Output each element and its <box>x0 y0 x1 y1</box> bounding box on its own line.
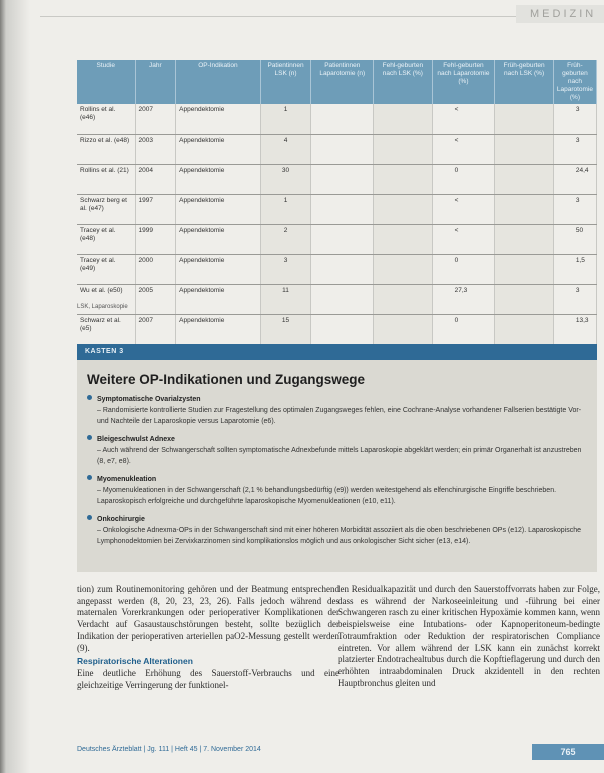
subheading: Respiratorische Alterationen <box>77 656 193 667</box>
table-cell: 50 <box>553 224 596 254</box>
table-header-cell: Patientinnen LSK (n) <box>260 60 311 104</box>
table-row <box>77 314 597 344</box>
box-label: KASTEN 3 <box>77 344 597 360</box>
table-row <box>77 254 597 284</box>
table-row <box>77 284 597 314</box>
table-cell <box>311 194 374 224</box>
table-cell <box>495 284 554 314</box>
box-title: Weitere OP-Indikationen und Zugangswege <box>87 372 366 387</box>
table-cell: 13,3 <box>553 314 596 344</box>
table-cell <box>311 254 374 284</box>
table-cell: Appendektomie <box>176 224 260 254</box>
table-cell: < <box>432 194 495 224</box>
box-item <box>87 394 589 427</box>
table-cell: 1997 <box>135 194 176 224</box>
table-cell: Rollins et al. (e46) <box>77 104 135 134</box>
table-cell: 24,4 <box>553 164 596 194</box>
table-cell: < <box>432 134 495 164</box>
table-row <box>77 194 597 224</box>
body-paragraph: Eine deutliche Erhöhung des Sauerstoff-Verbrauchs und eine gleichzeitige Verringerung der funktionel- <box>77 667 339 690</box>
table-cell <box>374 134 433 164</box>
table-cell: Appendektomie <box>176 284 260 314</box>
table-cell: 2004 <box>135 164 176 194</box>
table-footnote: LSK, Laparoskopie <box>77 304 128 310</box>
table-cell: 2 <box>260 224 311 254</box>
table-cell: Appendektomie <box>176 314 260 344</box>
table-header-cell: Studie <box>77 60 135 104</box>
table-cell: 1999 <box>135 224 176 254</box>
body-paragraph: tion) zum Routinemonitoring gehören und der Beatmung entsprechend angepasst werden (8, 20, 23, 23, 26). Falls jedoch während des maternalen Vorerkrankungen oder perioperativer Komplikationen der Verdacht auf Gasaustauschstörungen besteht, sollte bezüglich der Indikation der perioperativen arteriellen paO2-Messung gestellt werden (9). <box>77 584 339 653</box>
table-cell <box>374 104 433 134</box>
table-cell: 2000 <box>135 254 176 284</box>
table-cell <box>374 164 433 194</box>
table-cell: 1 <box>260 104 311 134</box>
table-header-cell: Jahr <box>135 60 176 104</box>
table-cell: Schwarz berg et al. (e47) <box>77 194 135 224</box>
table-cell: 3 <box>553 284 596 314</box>
table-cell <box>374 284 433 314</box>
table-header-cell: Früh-geburten nach LSK (%) <box>495 60 554 104</box>
box-item-label: Bleigeschwulst Adnexe <box>97 436 175 443</box>
table-cell <box>311 104 374 134</box>
table-cell <box>495 224 554 254</box>
table-cell: Appendektomie <box>176 194 260 224</box>
table-cell: 3 <box>553 134 596 164</box>
table-cell <box>495 104 554 134</box>
table-cell <box>374 314 433 344</box>
box-item <box>87 434 589 467</box>
table-cell: 3 <box>553 104 596 134</box>
table-cell: 2003 <box>135 134 176 164</box>
journal-citation: Deutsches Ärzteblatt | Jg. 111 | Heft 45 | 7. November 2014 <box>77 746 261 753</box>
table-cell: Schwarz et al. (e5) <box>77 314 135 344</box>
table-header-cell: Fehl-geburten nach Laparotomie (%) <box>432 60 495 104</box>
table-cell: 2005 <box>135 284 176 314</box>
table-header-cell: OP-Indikation <box>176 60 260 104</box>
table-cell: 1 <box>260 194 311 224</box>
box-item-text: – Myomenukleationen in der Schwangerschaft (2,1 % behandlungsbedürftig (e9)) werden weitestgehend als elfenchirurgische Eingriffe beschrieben. Laparoskopisch erfolgreiche und durchgeführte laparoskopische Myomenukleationen (e10, e11). <box>97 487 557 505</box>
table-cell: Tracey et al. (e48) <box>77 224 135 254</box>
table-cell: Wu et al. (e50) <box>77 284 135 314</box>
body-paragraph: len Residualkapazität und durch den Sauerstoffvorrats haben zur Folge, dass es während der Narkoseeinleitung und -führung bei einer Schwangeren rasch zu einer kritischen Hypoxämie kommen kann, wenn beispielsweise eine Intubations- oder Kapnoperitoneum-bedingte Totraumfraktion oder Reduktion der respiratorischen Compliance eintreten. Vor allem während der LSK kann ein zunächst korrekt platzierter Endotrachealtubus durch die Kopftieflagerung und durch den erhöhten intraabdominalen Druck akzidentell in den rechten Hauptbronchus gleiten und <box>338 584 600 688</box>
bullet-icon <box>87 475 92 480</box>
table-cell <box>374 194 433 224</box>
table-cell: 4 <box>260 134 311 164</box>
table-header-row <box>77 60 597 104</box>
table-cell <box>495 194 554 224</box>
table-row <box>77 134 597 164</box>
table-header-cell: Fehl-geburten nach LSK (%) <box>374 60 433 104</box>
table-cell <box>495 254 554 284</box>
table-cell: 0 <box>432 164 495 194</box>
study-table <box>77 60 597 345</box>
box-item-text: – Auch während der Schwangerschaft sollten symptomatische Adnexbefunde mittels Laparoskopie abgeklärt werden; ein primär Organerhalt ist anzustreben (8, e7, e8). <box>97 447 582 465</box>
table-cell: 11 <box>260 284 311 314</box>
info-box <box>77 344 597 572</box>
section-header: MEDIZIN <box>516 5 604 23</box>
table-cell: Rizzo et al. (e48) <box>77 134 135 164</box>
table-cell: Tracey et al. (e49) <box>77 254 135 284</box>
table-cell: 2007 <box>135 314 176 344</box>
table-cell <box>311 284 374 314</box>
body-column-left <box>77 584 339 691</box>
table-cell: 0 <box>432 314 495 344</box>
box-item-label: Onkochirurgie <box>97 516 145 523</box>
table-cell <box>311 314 374 344</box>
table-cell: 15 <box>260 314 311 344</box>
table-row <box>77 224 597 254</box>
table-cell <box>311 224 374 254</box>
bullet-icon <box>87 515 92 520</box>
table-cell: Appendektomie <box>176 104 260 134</box>
table-cell: 0 <box>432 254 495 284</box>
table-row <box>77 104 597 134</box>
box-item-text: – Randomisierte kontrollierte Studien zur Fragestellung des optimalen Zugangsweges fehlen, eine Cochrane-Analyse vorhandener Fallserien bestätigte Vor- und Nachteile der Laparoskopie versus Laparotomie (e6). <box>97 407 582 425</box>
table-header-cell: Früh-geburten nach Laparotomie (%) <box>553 60 596 104</box>
table-cell: 3 <box>260 254 311 284</box>
body-column-right <box>338 584 600 689</box>
table-cell: 30 <box>260 164 311 194</box>
page-number: 765 <box>532 744 604 760</box>
table-header-cell: Patientinnen Laparotomie (n) <box>311 60 374 104</box>
table-cell: 2007 <box>135 104 176 134</box>
page-gutter-shadow <box>0 0 40 773</box>
table-cell: < <box>432 224 495 254</box>
box-item <box>87 474 589 507</box>
bullet-icon <box>87 435 92 440</box>
table-cell <box>374 224 433 254</box>
bullet-icon <box>87 395 92 400</box>
box-item <box>87 514 589 547</box>
table-cell: 1,5 <box>553 254 596 284</box>
table-cell <box>311 164 374 194</box>
table-cell: 3 <box>553 194 596 224</box>
box-item-label: Myomenukleation <box>97 476 157 483</box>
box-item-label: Symptomatische Ovarialzysten <box>97 396 201 403</box>
box-item-text: – Onkologische Adnexma-OPs in der Schwangerschaft sind mit einer höheren Morbidität assoziiert als die oben beschriebenen OPs (e12). Laparoskopische Lymphonodektomien bei Zervixkarzinomen sind komplikationslos möglich und aus onkologischer Sicht sicher (e13, e14). <box>97 527 582 545</box>
table-row <box>77 164 597 194</box>
table-cell: Appendektomie <box>176 164 260 194</box>
table-cell: < <box>432 104 495 134</box>
table-cell: 27,3 <box>432 284 495 314</box>
table-cell <box>311 134 374 164</box>
table-cell <box>495 134 554 164</box>
table-cell <box>495 314 554 344</box>
table-cell: Appendektomie <box>176 254 260 284</box>
table-cell: Rollins et al. (21) <box>77 164 135 194</box>
table-cell: Appendektomie <box>176 134 260 164</box>
table-cell <box>374 254 433 284</box>
table-cell <box>495 164 554 194</box>
